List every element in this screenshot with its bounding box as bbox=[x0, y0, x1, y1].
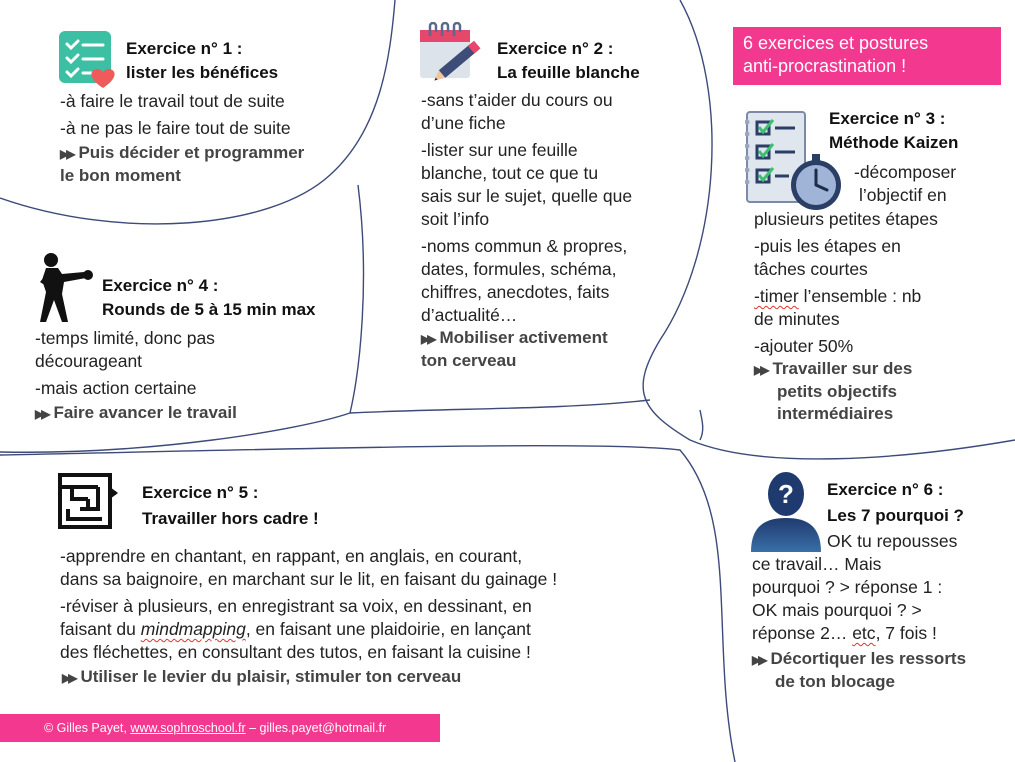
ex5-para1: -apprendre en chantant, en rappant, en anglais, en courant, dans sa baignoire, en marchant sur le lit, en faisant du gainage ! bbox=[60, 546, 558, 589]
ex4-body bbox=[35, 327, 215, 404]
ex1-heading-line2: lister les bénéfices bbox=[126, 63, 279, 82]
ex3-para4: -ajouter 50% bbox=[754, 336, 854, 356]
footer-email: – gilles.payet@hotmail.fr bbox=[245, 721, 387, 735]
ex3-para3: -timer l’ensemble : nb de minutes bbox=[754, 286, 922, 329]
fast-forward-icon: ▶▶ bbox=[62, 671, 75, 685]
ex2-heading bbox=[497, 37, 640, 85]
ex4-heading bbox=[102, 274, 316, 322]
ex2-para2: -lister sur une feuille blanche, tout ce que tu sais sur le sujet, quelle que soit l’info bbox=[421, 140, 633, 229]
ex1-cta-line2: le bon moment bbox=[60, 166, 181, 185]
ex5-heading-line2: Travailler hors cadre ! bbox=[142, 509, 319, 528]
ex3-body-top bbox=[854, 161, 956, 207]
ex4-cta bbox=[35, 402, 237, 425]
ex2-para3: -noms commun & propres, dates, formules, schéma, chiffres, anecdotes, faits d’actualité… bbox=[421, 236, 628, 325]
ex1-heading-line1: Exercice n° 1 : bbox=[126, 39, 243, 58]
ex1-cta-line1: Puis décider et programmer bbox=[78, 143, 305, 162]
ex5-cta-line1: Utiliser le levier du plaisir, stimuler ton cerveau bbox=[80, 667, 462, 686]
svg-text:?: ? bbox=[778, 479, 794, 509]
ex2-cta-line2: ton cerveau bbox=[421, 351, 517, 370]
footer-website-link[interactable]: www.sophroschool.fr bbox=[130, 721, 246, 735]
ex6-body bbox=[752, 553, 942, 645]
fast-forward-icon: ▶▶ bbox=[752, 653, 765, 667]
ex1-heading bbox=[126, 37, 278, 85]
fast-forward-icon: ▶▶ bbox=[754, 363, 767, 377]
ex2-body bbox=[421, 89, 632, 331]
ex3-cta-line1: Travailler sur des bbox=[772, 359, 913, 378]
ex3-line1: -décomposer bbox=[854, 162, 957, 182]
ex6-heading bbox=[827, 478, 964, 528]
ex6-line3: pourquoi ? > réponse 1 : bbox=[752, 577, 943, 597]
ex3-body bbox=[754, 208, 938, 362]
ex6-heading-line1: Exercice n° 6 : bbox=[827, 480, 944, 499]
title-line-1: 6 exercices et postures bbox=[743, 33, 929, 53]
ex1-cta bbox=[60, 142, 304, 187]
ex6-line4: OK mais pourquoi ? > bbox=[752, 600, 922, 620]
ex3-heading bbox=[829, 107, 958, 155]
ex2-cta bbox=[421, 327, 608, 372]
title-line-2: anti-procrastination ! bbox=[743, 56, 907, 76]
boxer-icon bbox=[36, 252, 94, 329]
fast-forward-icon: ▶▶ bbox=[35, 407, 48, 421]
ex6-line1: OK tu repousses bbox=[827, 531, 958, 551]
fast-forward-icon: ▶▶ bbox=[421, 332, 434, 346]
ex4-heading-line1: Exercice n° 4 : bbox=[102, 276, 219, 295]
ex4-heading-line2: Rounds de 5 à 15 min max bbox=[102, 300, 316, 319]
ex6-cta-line1: Décortiquer les ressorts bbox=[770, 649, 967, 668]
ex3-heading-line1: Exercice n° 3 : bbox=[829, 109, 946, 128]
ex3-cta-line3: intermédiaires bbox=[777, 404, 894, 423]
footer-copyright: © Gilles Payet, bbox=[44, 721, 131, 735]
ex2-cta-line1: Mobiliser activement bbox=[439, 328, 608, 347]
ex6-cta-line2: de ton blocage bbox=[775, 672, 895, 691]
ex3-cta-line2: petits objectifs bbox=[777, 382, 897, 401]
ex6-cta bbox=[752, 648, 966, 693]
ex3-cta bbox=[754, 358, 912, 425]
ex3-heading-line2: Méthode Kaizen bbox=[829, 133, 959, 152]
ex5-heading-line1: Exercice n° 5 : bbox=[142, 483, 259, 502]
fast-forward-icon: ▶▶ bbox=[60, 147, 73, 161]
ex1-line2: -à ne pas le faire tout de suite bbox=[60, 118, 291, 138]
person-question-icon bbox=[751, 470, 821, 559]
ex3-para2: -puis les étapes en tâches courtes bbox=[754, 236, 901, 279]
ex5-heading bbox=[142, 481, 319, 531]
ex3-line2: l’objectif en bbox=[859, 185, 947, 205]
ex1-body bbox=[60, 90, 291, 144]
ex4-para2: -mais action certaine bbox=[35, 378, 197, 398]
notepad-pencil-icon bbox=[418, 22, 490, 87]
ex4-cta-line1: Faire avancer le travail bbox=[53, 403, 237, 422]
ex5-cta bbox=[62, 666, 461, 689]
ex6-heading-line2: Les 7 pourquoi ? bbox=[827, 506, 964, 525]
maze-icon bbox=[58, 473, 118, 536]
footer-credit bbox=[0, 714, 440, 742]
ex2-heading-line2: La feuille blanche bbox=[497, 63, 640, 82]
checklist-heart-icon bbox=[59, 31, 117, 94]
ex2-heading-line1: Exercice n° 2 : bbox=[497, 39, 614, 58]
ex6-body-top bbox=[827, 530, 957, 553]
ex4-para1: -temps limité, donc pas décourageant bbox=[35, 328, 215, 371]
ex2-para1: -sans t’aider du cours ou d’une fiche bbox=[421, 90, 613, 133]
ex3-line3: plusieurs petites étapes bbox=[754, 209, 938, 229]
ex6-line5: réponse 2… etc, 7 fois ! bbox=[752, 623, 937, 643]
ex5-body bbox=[60, 545, 557, 668]
ex1-line1: -à faire le travail tout de suite bbox=[60, 91, 285, 111]
ex6-line2: ce travail… Mais bbox=[752, 554, 882, 574]
title-banner bbox=[733, 27, 1001, 85]
ex5-para2: -réviser à plusieurs, en enregistrant sa voix, en dessinant, en faisant du mindmapping, en faisant une plaidoirie, en lançant des fléchettes, en consultant des tutos, en faisant la cuisine ! bbox=[60, 596, 532, 662]
